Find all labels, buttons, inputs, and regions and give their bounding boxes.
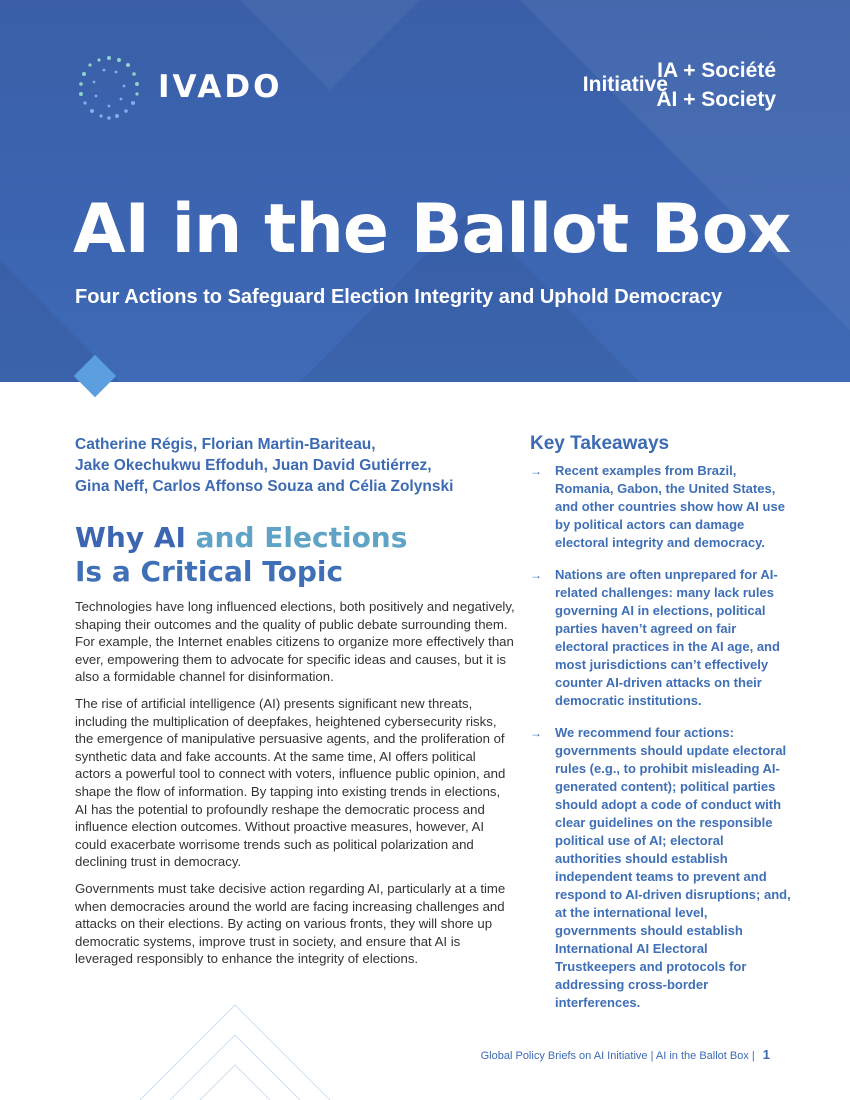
takeaway-text: Nations are often unprepared for AI-related challenges: many lack rules governing AI in elections, political parties haven’t agreed on fair electoral practices in the AI age, and most jurisdictions can’t effectively counter AI-driven attacks on their democratic institutions. (555, 567, 780, 708)
key-takeaways-list (530, 462, 792, 1026)
ivado-logo-icon (74, 52, 144, 122)
page-subtitle: Four Actions to Safeguard Election Integrity and Uphold Democracy (75, 286, 723, 308)
key-takeaways-title: Key Takeaways (530, 433, 670, 454)
author-line: Gina Neff, Carlos Affonso Souza and Célia Zolynski (75, 478, 454, 495)
footer-text: Global Policy Briefs on AI Initiative | AI in the Ballot Box | (480, 1050, 755, 1062)
heading-part-2: and Elections (195, 521, 408, 554)
paragraph: Governments must take decisive action regarding AI, particularly at a time when democracies around the world are facing increasing challenges and attacks on their elections. By acting on various fronts, they will shore up democratic systems, improve trust in society, and ensure that AI is leveraged responsibly to enhance the integrity of elections. (75, 880, 506, 967)
section-heading (75, 521, 505, 589)
authors (75, 434, 495, 497)
arrow-right-icon: → (530, 726, 542, 740)
initiative-label: Initiative (582, 73, 668, 96)
heading-line-2: Is a Critical Topic (75, 555, 344, 588)
initiative-badge (582, 59, 776, 111)
decorative-lines (140, 1000, 440, 1100)
paragraph: Technologies have long influenced elections, both positively and negatively, shaping their outcomes and the quality of public debate surrounding them. For example, the Internet enables citizens to organize more effectively than ever, empowering them to advocate for specific ideas and causes, but it is also a formidable channel for disinformation. (75, 599, 515, 685)
author-line: Catherine Régis, Florian Martin-Bariteau, (75, 436, 376, 453)
initiative-en: AI + Society (656, 88, 776, 111)
arrow-right-icon: → (530, 568, 542, 582)
paragraph: The rise of artificial intelligence (AI) presents significant new threats, including the multiplication of deepfakes, heightened cybersecurity risks, the emergence of manipulative persuasive agents, and the proliferation of synthetic data and fake accounts. At the same time, AI offers political actors a powerful tool to connect with voters, influence public opinion, and shape the flow of information. By tapping into existing trends in elections, AI has the potential to profoundly reshape the democratic process and influence election outcomes. Without proactive measures, however, AI could exacerbate worrisome trends such as political polarization and declining trust in democracy. (75, 695, 506, 870)
heading-part-1: Why AI (75, 521, 186, 554)
takeaway-text: We recommend four actions: governments should update electoral rules (e.g., to prohibit misleading AI-generated content); political parties should adopt a code of conduct with clear guidelines on the responsible political use of AI; electoral authorities should establish independent teams to prevent and respond to AI-driven disruptions; and, at the international level, governments should establish International AI Electoral Trustkeepers and protocols for addressing cross-border interferences. (555, 725, 791, 1010)
hero-banner (0, 0, 850, 382)
takeaway-text: Recent examples from Brazil, Romania, Gabon, the United States, and other countries show how AI use by political actors can damage electoral integrity and democracy. (555, 463, 785, 550)
arrow-right-icon: → (530, 464, 542, 478)
list-item (530, 462, 792, 552)
body-text (75, 598, 515, 977)
list-item (530, 566, 792, 710)
logo-wordmark: IVADO (158, 69, 283, 105)
author-line: Jake Okechukwu Effoduh, Juan David Gutiérrez, (75, 457, 432, 474)
initiative-fr: IA + Société (657, 59, 776, 82)
ivado-logo (74, 52, 283, 122)
list-item (530, 724, 792, 1012)
page-title: AI in the Ballot Box (73, 190, 791, 269)
page-number: 1 (762, 1047, 770, 1062)
footer (481, 1047, 770, 1062)
